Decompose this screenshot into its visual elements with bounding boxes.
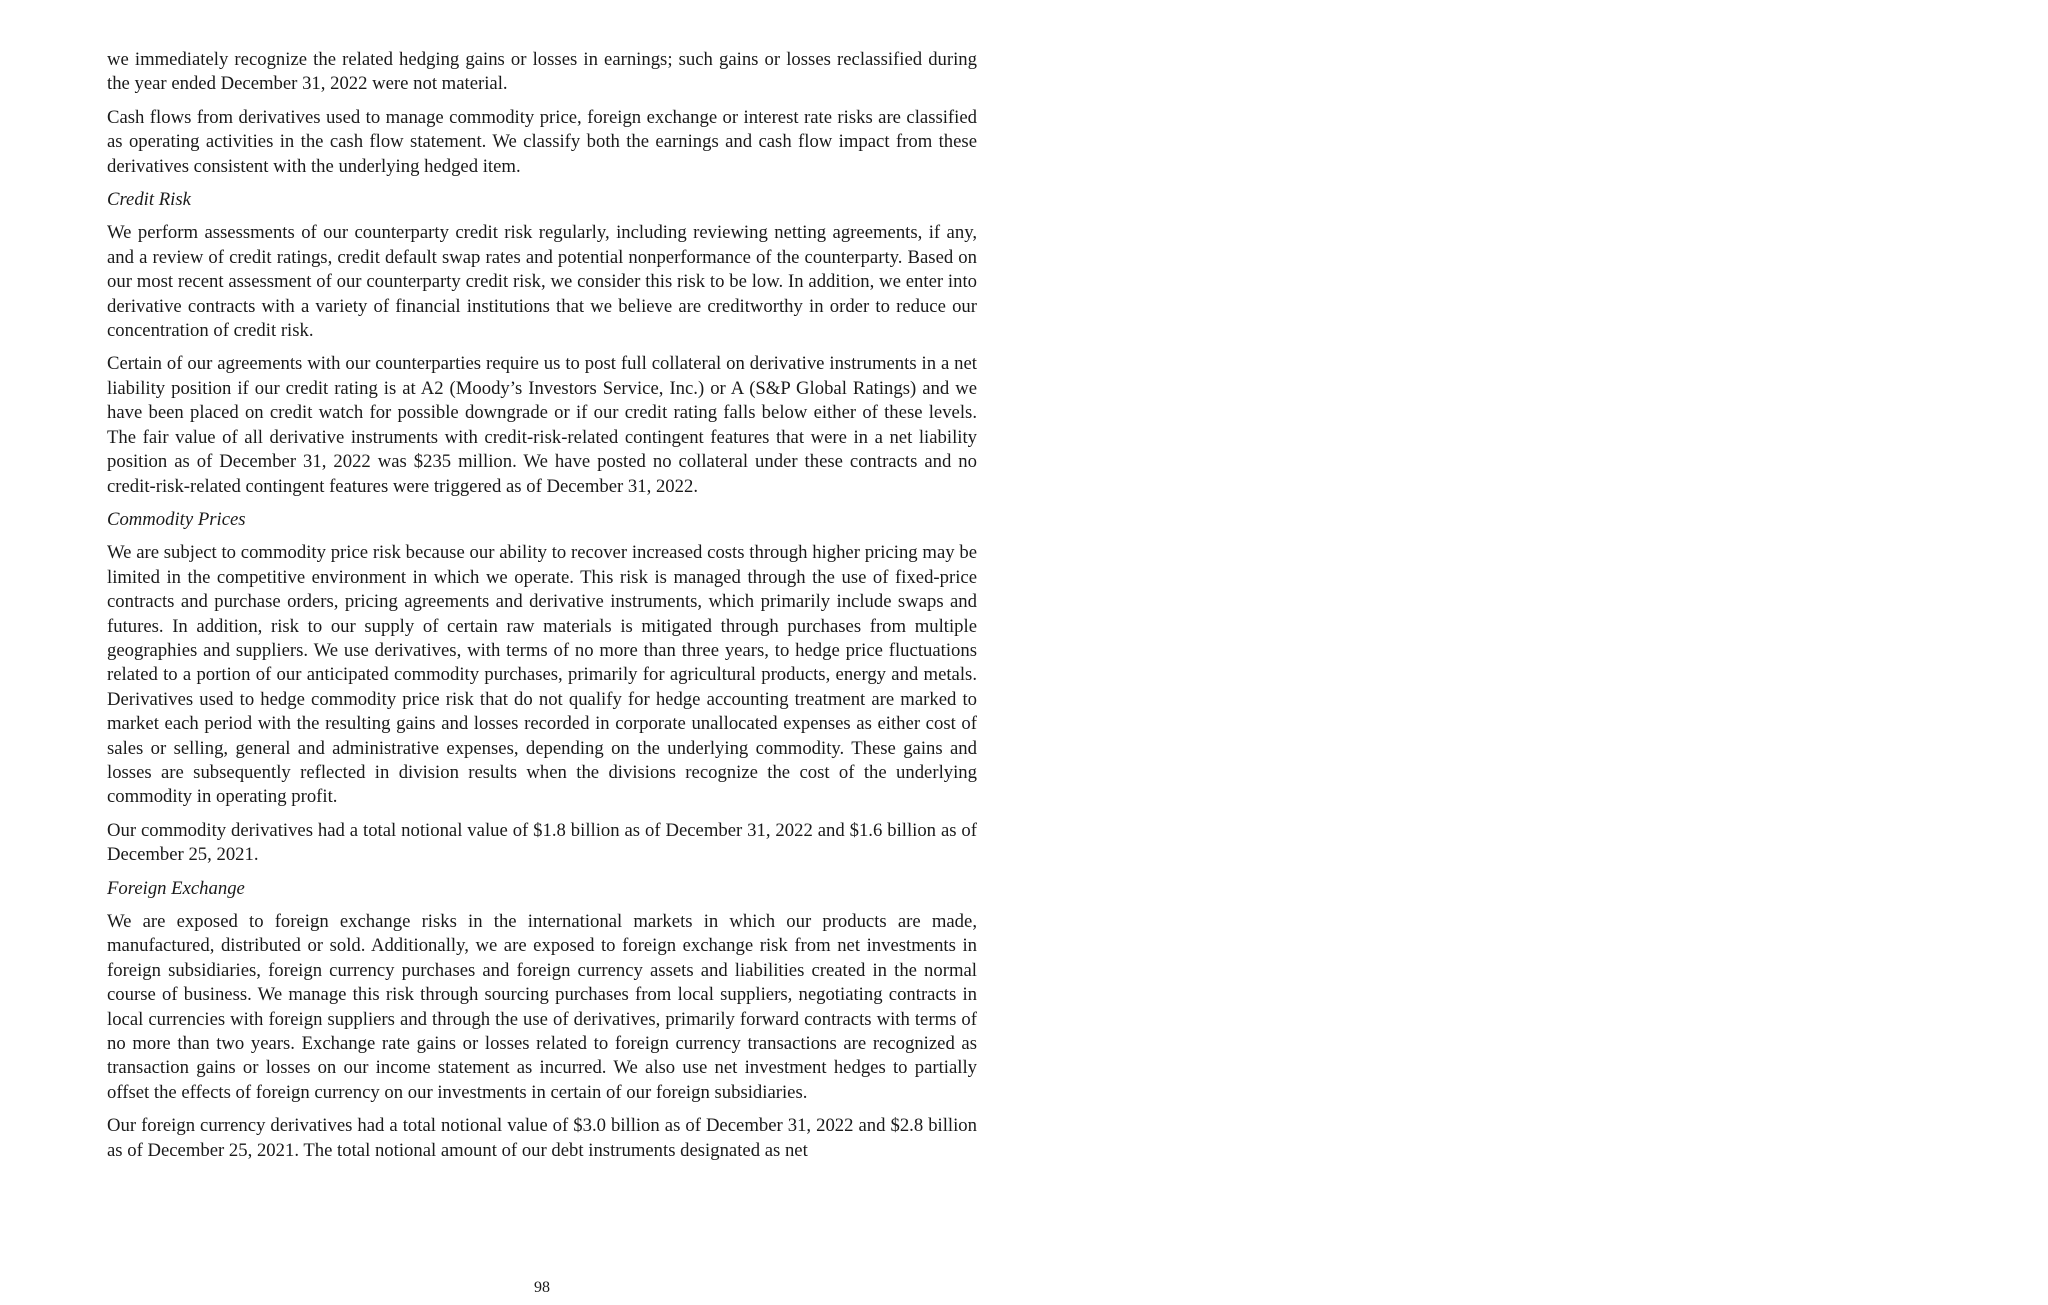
paragraph-commodity-risk: We are subject to commodity price risk because our ability to recover increased costs through higher pricing may be limited in the competitive environment in which we operate. This risk is managed through the use of fixed-price contracts and purchase orders, pricing agreements and derivative instruments, which primarily include swaps and futures. In addition, risk to our supply of certain raw materials is mitigated through purchases from multiple geographies and suppliers. We use derivatives, with terms of no more than three years, to hedge price fluctuations related to a portion of our anticipated commodity purchases, primarily for agricultural products, energy and metals. Derivatives used to hedge commodity price risk that do not qualify for hedge accounting treatment are marked to market each period with the resulting gains and losses recorded in corporate unallocated expenses as either cost of sales or selling, general and administrative expenses, depending on the underlying commodity. These gains and losses are subsequently reflected in division results when the divisions recognize the cost of the underlying commodity in operating profit. xyxy=(107,542,977,808)
section-heading-credit-risk: Credit Risk xyxy=(107,189,191,211)
paragraph-commodity-notional: Our commodity derivatives had a total notional value of $1.8 billion as of December 31, 2022 and $1.6 billion as of December 25, 2021. xyxy=(107,819,977,866)
paragraph-cash-flows: Cash flows from derivatives used to manage commodity price, foreign exchange or interest rate risks are classified as operating activities in the cash flow statement. We classify both the earnings and cash flow impact from these derivatives consistent with the underlying hedged item. xyxy=(107,106,977,177)
paragraph-foreign-exchange-risk: We are exposed to foreign exchange risks in the international markets in which our products are made, manufactured, distributed or sold. Additionally, we are exposed to foreign exchange risk from net investments in foreign subsidiaries, foreign currency purchases and foreign currency assets and liabilities created in the normal course of business. We manage this risk through sourcing purchases from local suppliers, negotiating contracts in local currencies with foreign suppliers and through the use of derivatives, primarily forward contracts with terms of no more than two years. Exchange rate gains or losses related to foreign currency transactions are recognized as transaction gains or losses on our income statement as incurred. We also use net investment hedges to partially offset the effects of foreign currency on our investments in certain of our foreign subsidiaries. xyxy=(107,911,977,1103)
document-page xyxy=(107,48,977,1172)
section-heading-foreign-exchange: Foreign Exchange xyxy=(107,877,245,899)
paragraph-collateral: Certain of our agreements with our counterparties require us to post full collateral on derivative instruments in a net liability position if our credit rating is at A2 (Moody’s Investors Service, Inc.) or A (S&P Global Ratings) and we have been placed on credit watch for possible downgrade or if our credit rating falls below either of these levels. The fair value of all derivative instruments with credit-risk-related contingent features that were in a net liability position as of December 31, 2022 was $235 million. We have posted no collateral under these contracts and no credit-risk-related contingent features were triggered as of December 31, 2022. xyxy=(107,353,977,497)
paragraph-foreign-currency-notional: Our foreign currency derivatives had a total notional value of $3.0 billion as of December 31, 2022 and $2.8 billion as of December 25, 2021. The total notional amount of our debt instruments designated as net xyxy=(107,1115,977,1161)
section-heading-commodity-prices: Commodity Prices xyxy=(107,508,246,530)
paragraph-hedging-gains: we immediately recognize the related hedging gains or losses in earnings; such gains or losses reclassified during the year ended December 31, 2022 were not material. xyxy=(107,49,977,95)
paragraph-credit-assessment: We perform assessments of our counterparty credit risk regularly, including reviewing netting agreements, if any, and a review of credit ratings, credit default swap rates and potential nonperformance of the counterparty. Based on our most recent assessment of our counterparty credit risk, we consider this risk to be low. In addition, we enter into derivative contracts with a variety of financial institutions that we believe are creditworthy in order to reduce our concentration of credit risk. xyxy=(107,222,977,342)
page-number: 98 xyxy=(534,1279,550,1296)
